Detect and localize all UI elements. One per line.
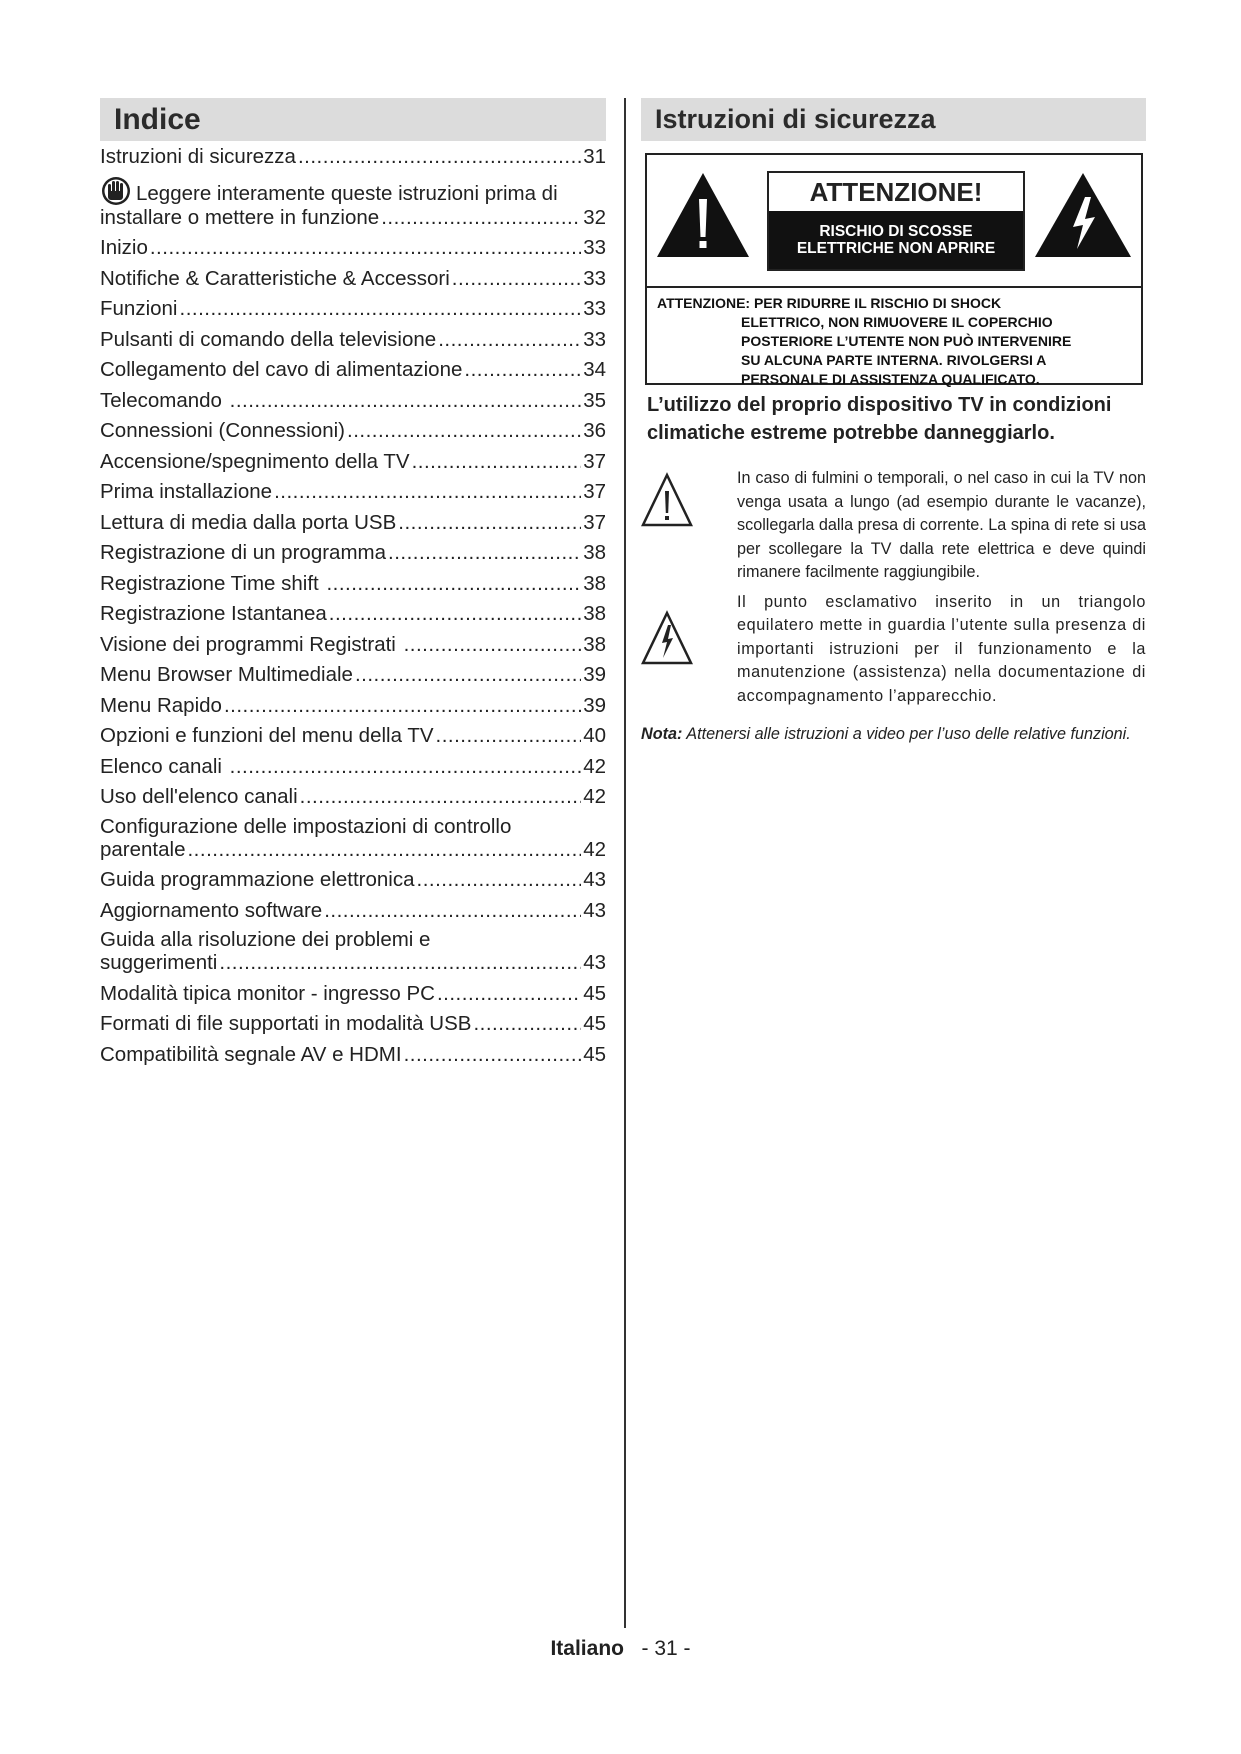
exclamation-triangle-icon (655, 171, 751, 259)
warning-text-line: ELETTRICO, NON RIMUOVERE IL COPERCHIO (741, 314, 1053, 330)
toc-entry-page: 45 (583, 1042, 606, 1066)
toc-entry-page: 42 (583, 837, 606, 861)
toc-entry-line (100, 899, 606, 922)
shock-risk-line-1: RISCHIO DI SCOSSE (819, 223, 973, 240)
toc-entry-title: Menu Rapido (100, 693, 222, 717)
toc-entry-line (100, 724, 606, 747)
toc-leader-dots (398, 511, 581, 534)
warning-text-line: POSTERIORE L’UTENTE NON PUÒ INTERVENIRE (741, 333, 1072, 349)
toc-entry (100, 328, 606, 351)
toc-entry (100, 176, 606, 229)
toc-entry-page: 38 (583, 632, 606, 656)
toc-entry-line (100, 694, 606, 717)
toc-entry-title: Guida programmazione elettronica (100, 868, 415, 891)
toc-entry-line (100, 358, 606, 381)
toc-entry-line (100, 541, 606, 564)
toc-entry-first-line (100, 176, 606, 206)
toc-entry-page: 43 (583, 898, 606, 922)
toc-leader-dots (150, 236, 581, 259)
toc-entry (100, 236, 606, 259)
toc-entry-page: 38 (583, 602, 606, 625)
toc-leader-dots (388, 541, 581, 564)
toc-entry (100, 724, 606, 747)
toc-entry-title: Elenco canali (100, 754, 228, 778)
toc-leader-dots (355, 663, 581, 686)
toc-entry-page: 38 (583, 541, 606, 564)
toc-entry (100, 1012, 606, 1035)
note-label: Nota: (641, 725, 683, 743)
warning-label-top (647, 155, 1141, 288)
exclamation-outline-triangle-icon (641, 471, 693, 531)
toc-entry-title-line1: Configurazione delle impostazioni di controllo (100, 814, 512, 838)
toc-entry-page: 42 (583, 754, 606, 778)
toc-entry (100, 694, 606, 717)
toc-entry (100, 1043, 606, 1066)
toc-entry-title: Telecomando (100, 388, 228, 412)
toc-entry-title: Istruzioni di sicurezza (100, 145, 296, 168)
toc-entry-page: 33 (583, 327, 606, 351)
toc-leader-dots (230, 389, 582, 412)
toc-entry-page: 33 (583, 236, 606, 259)
safety-heading-bar (641, 98, 1146, 141)
toc-leader-dots (324, 899, 581, 922)
lightning-outline-triangle-icon (641, 609, 693, 669)
toc-entry-page: 39 (583, 663, 606, 686)
toc-entry (100, 868, 606, 891)
toc-entry-title: Collegamento del cavo di alimentazione (100, 358, 463, 381)
shock-risk-line-2: ELETTRICHE NON APRIRE (796, 240, 996, 257)
toc-entry-title: Prima installazione (100, 480, 273, 503)
toc-heading: Indice (114, 102, 201, 136)
toc-entry (100, 572, 606, 595)
toc-entry-title: Connessioni (Connessioni) (100, 419, 345, 442)
toc-leader-dots (381, 206, 581, 229)
toc-list (100, 145, 606, 1066)
toc-entry-line (100, 1012, 606, 1035)
toc-entry-line (100, 755, 606, 778)
toc-entry (100, 297, 606, 320)
toc-entry-line (100, 951, 606, 974)
toc-entry-line (100, 450, 606, 473)
toc-entry-page: 37 (583, 449, 606, 473)
toc-entry-title: installare o mettere in funzione (100, 205, 380, 229)
toc-entry (100, 633, 606, 656)
toc-entry (100, 755, 606, 778)
toc-entry-title: Lettura di media dalla porta USB (100, 510, 397, 534)
toc-entry (100, 450, 606, 473)
note (641, 722, 1146, 746)
toc-entry-first-line (100, 929, 606, 951)
warning-text-line: SU ALCUNA PARTE INTERNA. RIVOLGERSI A (741, 352, 1047, 368)
toc-entry (100, 929, 606, 974)
note-text: Attenersi alle istruzioni a video per l’uso delle relative funzioni. (682, 725, 1131, 743)
toc-entry-title: Funzioni (100, 297, 178, 320)
toc-entry-page: 45 (583, 1012, 606, 1035)
column-divider (624, 98, 626, 1628)
toc-leader-dots (404, 1043, 582, 1066)
toc-leader-dots (180, 297, 582, 320)
toc-heading-bar (100, 98, 606, 141)
toc-entry-page: 39 (583, 693, 606, 717)
page-footer (0, 1637, 1241, 1661)
toc-entry-line (100, 236, 606, 259)
toc-entry-line (100, 602, 606, 625)
toc-leader-dots (436, 724, 582, 747)
warning-text-line: ATTENZIONE: PER RIDURRE IL RISCHIO DI SHOCK (657, 295, 1002, 311)
toc-entry (100, 389, 606, 412)
toc-entry (100, 419, 606, 442)
toc-entry-page: 37 (583, 480, 606, 503)
toc-leader-dots (473, 1012, 581, 1035)
toc-leader-dots (230, 755, 582, 778)
toc-entry-page: 43 (583, 951, 606, 974)
toc-entry-line (100, 982, 606, 1005)
toc-leader-dots (452, 267, 581, 290)
toc-leader-dots (438, 328, 581, 351)
toc-leader-dots (437, 982, 581, 1005)
toc-leader-dots (298, 145, 581, 168)
toc-entry-page: 34 (583, 358, 606, 381)
toc-entry-line (100, 145, 606, 168)
toc-leader-dots (329, 602, 581, 625)
toc-leader-dots (417, 868, 582, 891)
toc-entry (100, 663, 606, 686)
toc-entry-title: Aggiornamento software (100, 898, 323, 922)
toc-entry-title: Notifiche & Caratteristiche & Accessori (100, 266, 450, 290)
toc-entry-title-line1: Leggere interamente queste istruzioni prima di (136, 181, 558, 205)
toc-entry-line (100, 868, 606, 891)
toc-entry-line (100, 389, 606, 412)
toc-entry-page: 31 (583, 145, 606, 168)
warning-label-box (645, 153, 1143, 385)
exclamation-paragraph-block (641, 591, 1146, 709)
toc-leader-dots (412, 450, 582, 473)
toc-leader-dots (219, 951, 581, 974)
toc-entry (100, 899, 606, 922)
toc-entry-page: 32 (583, 205, 606, 229)
attention-title: ATTENZIONE! (809, 176, 983, 207)
toc-entry-page: 33 (583, 266, 606, 290)
toc-entry-line (100, 419, 606, 442)
toc-entry-title: parentale (100, 837, 186, 861)
toc-entry-page: 43 (583, 868, 606, 891)
toc-leader-dots (187, 838, 581, 861)
warning-text (647, 288, 1141, 389)
attention-panel (767, 171, 1025, 271)
safety-column (641, 98, 1146, 746)
footer-page-number: - 31 - (641, 1637, 691, 1660)
toc-entry-line (100, 297, 606, 320)
toc-entry-line (100, 633, 606, 656)
toc-leader-dots (347, 419, 581, 442)
toc-entry (100, 982, 606, 1005)
toc-entry (100, 358, 606, 381)
safety-heading: Istruzioni di sicurezza (655, 104, 936, 134)
toc-entry-line (100, 511, 606, 534)
toc-entry-title: Modalità tipica monitor - ingresso PC (100, 981, 435, 1005)
toc-entry-page: 38 (583, 571, 606, 595)
toc-entry-line (100, 572, 606, 595)
toc-entry (100, 816, 606, 861)
toc-entry-line (100, 663, 606, 686)
hand-stop-icon (100, 176, 134, 206)
toc-entry-line (100, 1043, 606, 1066)
toc-entry (100, 541, 606, 564)
toc-entry-title: Visione dei programmi Registrati (100, 632, 402, 656)
footer-language: Italiano (550, 1637, 624, 1660)
lightning-paragraph-block (641, 467, 1146, 585)
toc-entry (100, 145, 606, 168)
toc-entry-page: 45 (583, 981, 606, 1005)
toc-column (100, 98, 606, 1073)
toc-entry-first-line (100, 816, 606, 838)
toc-entry (100, 511, 606, 534)
toc-leader-dots (404, 633, 582, 656)
toc-entry-line (100, 267, 606, 290)
toc-entry-title: Formati di file supportati in modalità USB (100, 1012, 472, 1035)
toc-entry-title: Opzioni e funzioni del menu della TV (100, 724, 434, 747)
toc-entry-page: 33 (583, 297, 606, 320)
climate-warning: L’utilizzo del proprio dispositivo TV in condizioni climatiche estreme potrebbe danneggiarlo. (647, 394, 1112, 444)
toc-entry-title: Compatibilità segnale AV e HDMI (100, 1042, 402, 1066)
toc-entry-page: 37 (583, 510, 606, 534)
toc-entry-title: Menu Browser Multimediale (100, 663, 353, 686)
toc-entry-line (100, 785, 606, 808)
shock-risk-label (769, 211, 1023, 269)
toc-leader-dots (326, 572, 581, 595)
toc-entry (100, 480, 606, 503)
toc-entry-page: 35 (583, 388, 606, 412)
toc-entry-line (100, 206, 606, 229)
toc-entry-page: 42 (583, 785, 606, 808)
toc-entry-page: 36 (583, 419, 606, 442)
toc-entry-title: Uso dell'elenco canali (100, 785, 298, 808)
toc-entry-line (100, 838, 606, 861)
toc-entry-page: 40 (583, 724, 606, 747)
toc-entry-title: Accensione/spegnimento della TV (100, 449, 410, 473)
toc-entry (100, 602, 606, 625)
exclamation-paragraph: Il punto esclamativo inserito in un triangolo equilatero mette in guardia l’utente sulla presenza di importanti istruzioni per il funzionamento e la manutenzione (assistenza) nella documentazione di accompagnamento l’apparecchio. (737, 592, 1146, 705)
warning-text-line: PERSONALE DI ASSISTENZA QUALIFICATO. (741, 371, 1040, 387)
toc-entry-title: Inizio (100, 236, 148, 259)
toc-leader-dots (224, 694, 581, 717)
toc-entry (100, 267, 606, 290)
toc-entry-title-line1: Guida alla risoluzione dei problemi e (100, 928, 431, 951)
toc-entry-line (100, 328, 606, 351)
toc-entry-title: Registrazione Time shift (100, 571, 325, 595)
toc-leader-dots (274, 480, 581, 503)
lightning-triangle-icon (1033, 171, 1133, 259)
toc-entry-line (100, 480, 606, 503)
lightning-paragraph: In caso di fulmini o temporali, o nel caso in cui la TV non venga usata a lungo (ad esempio durante le vacanze), scollegarla dalla presa di corrente. La spina di rete si usa per scollegare la TV dalla rete elettrica e deve quindi rimanere facilmente raggiungibile. (737, 469, 1146, 581)
toc-entry-title: Registrazione di un programma (100, 541, 386, 564)
toc-leader-dots (464, 358, 581, 381)
toc-entry-title: suggerimenti (100, 951, 218, 974)
toc-entry (100, 785, 606, 808)
toc-entry-title: Pulsanti di comando della televisione (100, 327, 437, 351)
toc-entry-title: Registrazione Istantanea (100, 602, 327, 625)
toc-leader-dots (300, 785, 582, 808)
